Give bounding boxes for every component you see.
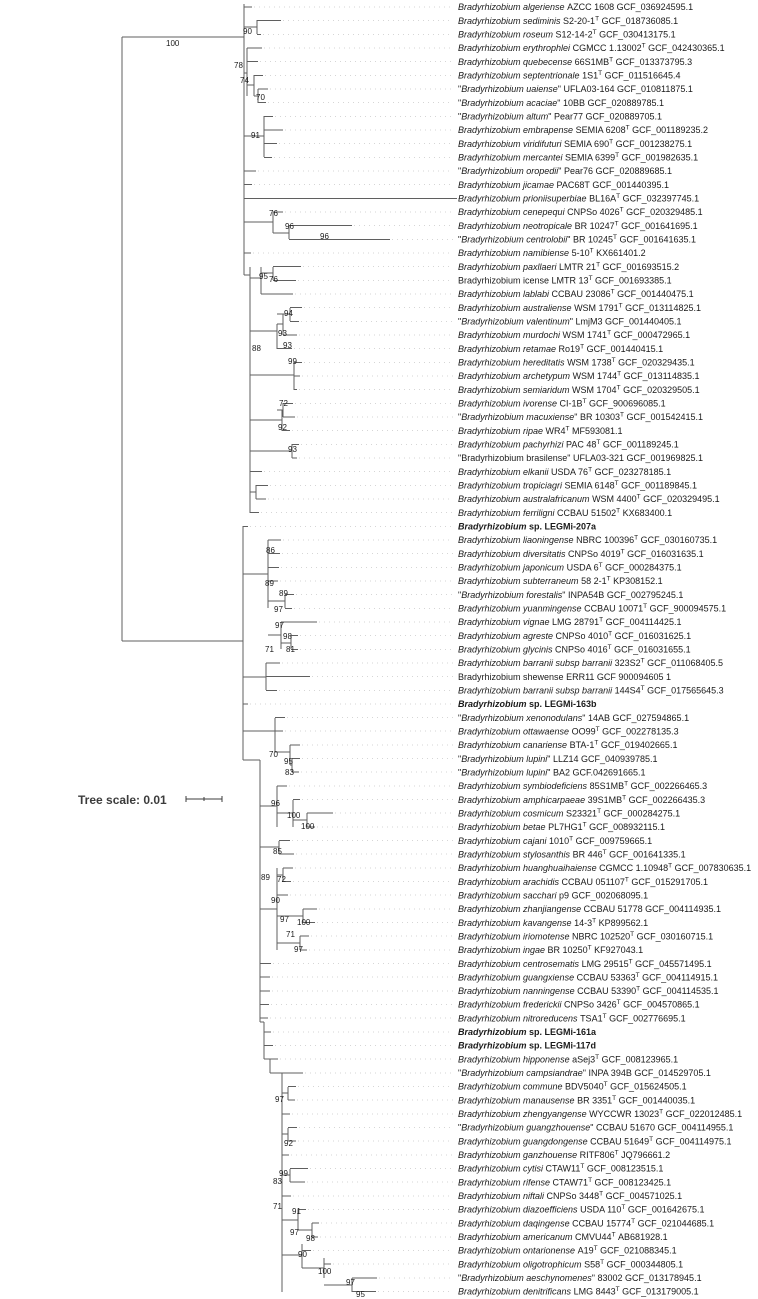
- leaf-label: "Bradyrhizobium xenonodulans" 14AB GCF_027594865.1: [458, 712, 690, 723]
- bootstrap-value: 83: [285, 768, 294, 777]
- bootstrap-value: 99: [279, 1169, 288, 1178]
- bootstrap-value: 74: [240, 76, 249, 85]
- bootstrap-value: 95: [356, 1290, 365, 1299]
- bootstrap-value: 89: [279, 589, 288, 598]
- leaf-label: "Bradyrhizobium guangzhouense" CCBAU 51670 GCF_004114955.1: [458, 1122, 734, 1133]
- leaf-label: Bradyrhizobium quebecense $66S1MB^T$ GCF_013373795.3: [458, 56, 693, 67]
- bootstrap-value: 76: [269, 209, 278, 218]
- bootstrap-value: 90: [271, 896, 280, 905]
- leaf-label: Bradyrhizobium viridifuturi SEMIA $690^T$ GCF_001238275.1: [458, 138, 693, 149]
- leaf-label: Bradyrhizobium elkanii USDA $76^T$ GCF_023278185.1: [458, 466, 672, 477]
- leaf-label: Bradyrhizobium prioniisuperbiae $BL16A^T$ GCF_032397745.1: [458, 193, 700, 204]
- leaf-label: Bradyrhizobium barranii subsp barranii $144S4^T$ GCF_017565645.3: [458, 684, 724, 696]
- leaf-label: Bradyrhizobium namibiense $5-10^T$ KX661401.2: [458, 247, 646, 259]
- bootstrap-value: 93: [283, 341, 292, 350]
- bootstrap-value: 97: [275, 621, 284, 630]
- bootstrap-value: 71: [273, 1202, 282, 1211]
- leaf-label: Bradyrhizobium nanningense CCBAU $53390^T$ GCF_004114535.1: [458, 985, 719, 997]
- bootstrap-value: 93: [278, 329, 287, 338]
- leaf-label: Bradyrhizobium cenepequi CNPSo $4026^T$ GCF_020329485.1: [458, 206, 703, 218]
- leaf-label: Bradyrhizobium rifense $CTAW71^T$ GCF_008123425.1: [458, 1176, 672, 1188]
- bootstrap-value: 100: [287, 811, 301, 820]
- bootstrap-value: 90: [298, 1250, 307, 1259]
- bootstrap-value: 93: [288, 445, 297, 454]
- leaf-label: Bradyrhizobium roseum $S12-14-2^T$ GCF_030413175.1: [458, 29, 676, 40]
- bootstrap-value: 85: [273, 847, 282, 856]
- leaf-label: Bradyrhizobium nitroreducens $TSA1^T$ GCF_002776695.1: [458, 1012, 686, 1024]
- bootstrap-value: 97: [294, 945, 303, 954]
- leaf-label: Bradyrhizobium ferriligni CCBAU $51502^T$ KX683400.1: [458, 507, 673, 518]
- leaf-label: "Bradyrhizobium valentinum" LmjM3 GCF_001440405.1: [458, 316, 682, 327]
- leaf-label: Bradyrhizobium cajani $1010^T$ GCF_009759665.1: [458, 835, 653, 846]
- leaf-label: Bradyrhizobium murdochi WSM $1741^T$ GCF_000472965.1: [458, 329, 691, 341]
- bootstrap-value: 92: [278, 423, 287, 432]
- bootstrap-value: 100: [166, 39, 180, 48]
- leaf-label: Bradyrhizobium cytisi $CTAW11^T$ GCF_008123515.1: [458, 1163, 664, 1174]
- leaf-label: Bradyrhizobium denitrificans LMG $8443^T$ GCF_013179005.1: [458, 1286, 699, 1297]
- leaf-label: "Bradyrhizobium brasilense" UFLA03-321 GCF_001969825.1: [458, 453, 704, 464]
- leaf-label: Bradyrhizobium tropiciagri SEMIA $6148^T$ GCF_001189845.1: [458, 479, 697, 491]
- bootstrap-value: 97: [280, 915, 289, 924]
- leaf-label: Bradyrhizobium kavangense $14-3^T$ KP899562.1: [458, 917, 649, 928]
- bootstrap-value: 71: [286, 930, 295, 939]
- leaf-label: Bradyrhizobium hipponense $aSej3^T$ GCF_008123965.1: [458, 1053, 679, 1065]
- leaf-label: "Bradyrhizobium lupini" LLZ14 GCF_040939785.1: [458, 753, 658, 764]
- leaf-label: Bradyrhizobium ripae $WR4^T$ MF593081.1: [458, 425, 623, 436]
- leaf-label: Bradyrhizobium australafricanum WSM $4400^T$ GCF_020329495.1: [458, 493, 720, 505]
- leaf-label: Bradyrhizobium ottawaense $OO99^T$ GCF_002278135.3: [458, 725, 679, 737]
- leaf-label: Bradyrhizobium septentrionale $1S1^T$ GCF_011516645.4: [458, 70, 681, 81]
- leaf-label: Bradyrhizobium algeriense AZCC 1608 GCF_036924595.1: [458, 2, 694, 13]
- leaf-label: Bradyrhizobium retamae $Ro19^T$ GCF_001440415.1: [458, 343, 664, 354]
- bootstrap-value: 91: [251, 131, 260, 140]
- bootstrap-value: 91: [292, 1207, 301, 1216]
- bootstrap-value: 89: [261, 873, 270, 882]
- leaf-label: Bradyrhizobium manausense BR $3351^T$ GCF_001440035.1: [458, 1094, 696, 1106]
- taxon-labels-layer: [458, 2, 751, 1297]
- bootstrap-value: 76: [269, 275, 278, 284]
- bootstrap-value: 95: [284, 757, 293, 766]
- tree-scale-label: Tree scale: 0.01: [78, 793, 167, 807]
- tree-scale-legend: [78, 793, 222, 807]
- leaf-label: "Bradyrhizobium macuxiense" BR $10303^T$ GCF_001542415.1: [458, 411, 704, 423]
- leaf-label: Bradyrhizobium daqingense CCBAU $15774^T$ GCF_021044685.1: [458, 1217, 715, 1229]
- bootstrap-value: 97: [346, 1278, 355, 1287]
- bootstrap-value: 100: [301, 822, 315, 831]
- leaf-label: Bradyrhizobium ontarionense $A19^T$ GCF_021088345.1: [458, 1245, 677, 1256]
- leaf-label: Bradyrhizobium guangxiense CCBAU $53363^T$ GCF_004114915.1: [458, 971, 718, 983]
- bootstrap-value: 72: [279, 399, 288, 408]
- tree-scale-bar: [186, 796, 222, 802]
- bootstrap-value: 86: [266, 546, 275, 555]
- leaf-label: Bradyrhizobium sp. LEGMi-161a: [458, 1027, 597, 1038]
- bootstrap-value: 98: [306, 1234, 315, 1243]
- leaf-label: Bradyrhizobium arachidis CCBAU $051107^T$ GCF_015291705.1: [458, 876, 708, 887]
- leaf-label: Bradyrhizobium sacchari p9 GCF_002068095.1: [458, 890, 649, 901]
- bootstrap-value: 100: [318, 1267, 332, 1276]
- leaf-label: Bradyrhizobium canariense BTA-$1^T$ GCF_019402665.1: [458, 739, 678, 751]
- leaf-label: Bradyrhizobium embrapense SEMIA $6208^T$ GCF_001189235.2: [458, 124, 708, 136]
- bootstrap-value: 83: [273, 1177, 282, 1186]
- leaf-label: Bradyrhizobium guangdongense CCBAU $51649^T$ GCF_004114975.1: [458, 1135, 732, 1147]
- leaf-label: Bradyrhizobium erythrophlei CGMCC $1.13002^T$ GCF_042430365.1: [458, 42, 725, 54]
- leaf-label: "Bradyrhizobium altum" Pear77 GCF_020889705.1: [458, 111, 663, 122]
- bootstrap-value: 98: [283, 632, 292, 641]
- leaf-label: Bradyrhizobium amphicarpaeae $39S1MB^T$ GCF_002266435.3: [458, 794, 706, 805]
- leaf-label: Bradyrhizobium shewense ERR11 GCF 900094605 1: [458, 671, 671, 682]
- leaf-label: Bradyrhizobium sediminis $S2-20-1^T$ GCF_018736085.1: [458, 15, 679, 26]
- leaf-label: Bradyrhizobium barranii subsp barranii $323S2^T$ GCF_011068405.5: [458, 657, 723, 669]
- bootstrap-value: 70: [269, 750, 278, 759]
- leaf-label: Bradyrhizobium huanghuaihaiense CGMCC $1.10948^T$ GCF_007830635.1: [458, 862, 752, 874]
- bootstrap-value: 88: [252, 344, 261, 353]
- bootstrap-value: 94: [284, 309, 293, 318]
- leaf-label: Bradyrhizobium diazoefficiens USDA $110^T$ GCF_001642675.1: [458, 1204, 705, 1215]
- leaf-label: "Bradyrhizobium forestalis" INPA54B GCF_002795245.1: [458, 589, 684, 600]
- bootstrap-value: 96: [320, 232, 329, 241]
- leaf-label: Bradyrhizobium archetypum WSM $1744^T$ GCF_013114835.1: [458, 370, 700, 382]
- bootstrap-value: 99: [288, 357, 297, 366]
- leaf-label: Bradyrhizobium sp. LEGMi-117d: [458, 1040, 597, 1051]
- leaf-label: Bradyrhizobium jicamae PAC68T GCF_001440395.1: [458, 179, 669, 190]
- leaf-label: Bradyrhizobium oligotrophicum $S58^T$ GCF_000344805.1: [458, 1258, 684, 1270]
- leaf-label: Bradyrhizobium neotropicale BR $10247^T$ GCF_001641695.1: [458, 220, 698, 231]
- leaf-label: Bradyrhizobium agreste CNPSo $4010^T$ GCF_016031625.1: [458, 630, 692, 641]
- leaf-label: Bradyrhizobium frederickii CNPSo $3426^T$ GCF_004570865.1: [458, 999, 700, 1010]
- bootstrap-value: 96: [271, 799, 280, 808]
- leaf-label: Bradyrhizobium commune $BDV5040^T$ GCF_015624505.1: [458, 1081, 687, 1092]
- leaf-label: Bradyrhizobium mercantei SEMIA $6399^T$ GCF_001982635.1: [458, 152, 699, 163]
- leaf-label: Bradyrhizobium pachyrhizi PAC $48^T$ GCF_001189245.1: [458, 438, 679, 450]
- bootstrap-value: 72: [277, 875, 286, 884]
- bootstrap-value: 95: [259, 272, 268, 281]
- leaf-label: Bradyrhizobium ivorense $CI-1B^T$ GCF_900696085.1: [458, 397, 666, 409]
- leaf-label: Bradyrhizobium iriomotense NBRC $102520^T$ GCF_030160715.1: [458, 930, 714, 942]
- leaf-label: Bradyrhizobium semiaridum WSM $1704^T$ GCF_020329505.1: [458, 384, 700, 395]
- leaf-label: Bradyrhizobium sp. LEGMi-163b: [458, 699, 597, 710]
- leaf-label: Bradyrhizobium subterraneum 58 $2-1^T$ KP308152.1: [458, 575, 663, 587]
- bootstrap-value: 97: [290, 1228, 299, 1237]
- leaf-label: "Bradyrhizobium oropedii" Pear76 GCF_020889685.1: [458, 166, 673, 177]
- leaf-label: Bradyrhizobium stylosanthis BR $446^T$ GCF_001641335.1: [458, 848, 686, 860]
- leaf-label: Bradyrhizobium sp. LEGMi-207a: [458, 521, 597, 532]
- leaf-label: Bradyrhizobium glycinis CNPSo $4016^T$ GCF_016031655.1: [458, 643, 691, 655]
- leaf-label: Bradyrhizobium niftali CNPSo $3448^T$ GCF_004571025.1: [458, 1190, 683, 1202]
- bootstrap-value: 81: [286, 645, 295, 654]
- leaf-label: Bradyrhizobium betae $PL7HG1^T$ GCF_008932115.1: [458, 821, 665, 833]
- leaf-label: "Bradyrhizobium acaciae" 10BB GCF_020889785.1: [458, 97, 665, 108]
- leaf-label: Bradyrhizobium liaoningense NBRC $100396^T$ GCF_030160735.1: [458, 534, 718, 546]
- leaf-label: Bradyrhizobium cosmicum $S23321^T$ GCF_000284275.1: [458, 807, 681, 819]
- leaf-label: "Bradyrhizobium campsiandrae" INPA 394B GCF_014529705.1: [458, 1068, 711, 1079]
- leaf-label: Bradyrhizobium hereditatis WSM $1738^T$ GCF_020329435.1: [458, 356, 695, 368]
- bootstrap-value: 96: [285, 222, 294, 231]
- leaf-label: Bradyrhizobium icense LMTR $13^T$ GCF_001693385.1: [458, 275, 672, 286]
- bootstrap-value: 71: [265, 645, 274, 654]
- bootstrap-value: 78: [234, 61, 243, 70]
- leaf-label: Bradyrhizobium ganzhouense $RITF806^T$ JQ796661.2: [458, 1149, 671, 1161]
- leaf-label: "Bradyrhizobium aeschynomenes" 83002 GCF_013178945.1: [458, 1273, 702, 1284]
- leaf-label: "Bradyrhizobium uaiense" UFLA03-164 GCF_010811875.1: [458, 84, 693, 95]
- leaf-label: Bradyrhizobium centrosematis LMG $29515^T$ GCF_045571495.1: [458, 958, 712, 969]
- leaf-label: Bradyrhizobium symbiodeficiens $85S1MB^T$ GCF_002266465.3: [458, 780, 708, 792]
- bootstrap-value: 100: [297, 918, 311, 927]
- bootstrap-value: 70: [256, 93, 265, 102]
- leaf-label: Bradyrhizobium zhanjiangense CCBAU 51778 GCF_004114935.1: [458, 904, 722, 915]
- bootstrap-value: 90: [243, 27, 252, 36]
- leaf-label: Bradyrhizobium vignae LMG $28791^T$ GCF_004114425.1: [458, 616, 682, 628]
- leaf-label: Bradyrhizobium ingae BR $10250^T$ KF927043.1: [458, 944, 644, 956]
- leaf-label: "Bradyrhizobium centrolobii" BR $10245^T$ GCF_001641635.1: [458, 234, 697, 245]
- bootstrap-value: 97: [275, 1095, 284, 1104]
- leaf-label: Bradyrhizobium diversitatis CNPSo $4019^T$ GCF_016031635.1: [458, 548, 704, 559]
- bootstrap-value: 89: [265, 579, 274, 588]
- leaf-label: Bradyrhizobium paxllaeri LMTR $21^T$ GCF_001693515.2: [458, 261, 680, 272]
- leaf-label: Bradyrhizobium americanum $CMVU44^T$ AB681928.1: [458, 1231, 668, 1243]
- leaf-label: "Bradyrhizobium lupini" BA2 GCF.042691665.1: [458, 767, 646, 778]
- leaf-label: Bradyrhizobium lablabi CCBAU $23086^T$ GCF_001440475.1: [458, 288, 694, 300]
- leaf-label: Bradyrhizobium zhengyangense WYCCWR $13023^T$ GCF_022012485.1: [458, 1108, 743, 1120]
- leaf-label: Bradyrhizobium australiense WSM $1791^T$ GCF_013114825.1: [458, 302, 701, 313]
- bootstrap-value: 92: [284, 1139, 293, 1148]
- bootstrap-value: 97: [274, 605, 283, 614]
- leaf-label: Bradyrhizobium yuanmingense CCBAU $10071^T$ GCF_900094575.1: [458, 602, 727, 614]
- leaf-label: Bradyrhizobium japonicum USDA $6^T$ GCF_000284375.1: [458, 561, 682, 573]
